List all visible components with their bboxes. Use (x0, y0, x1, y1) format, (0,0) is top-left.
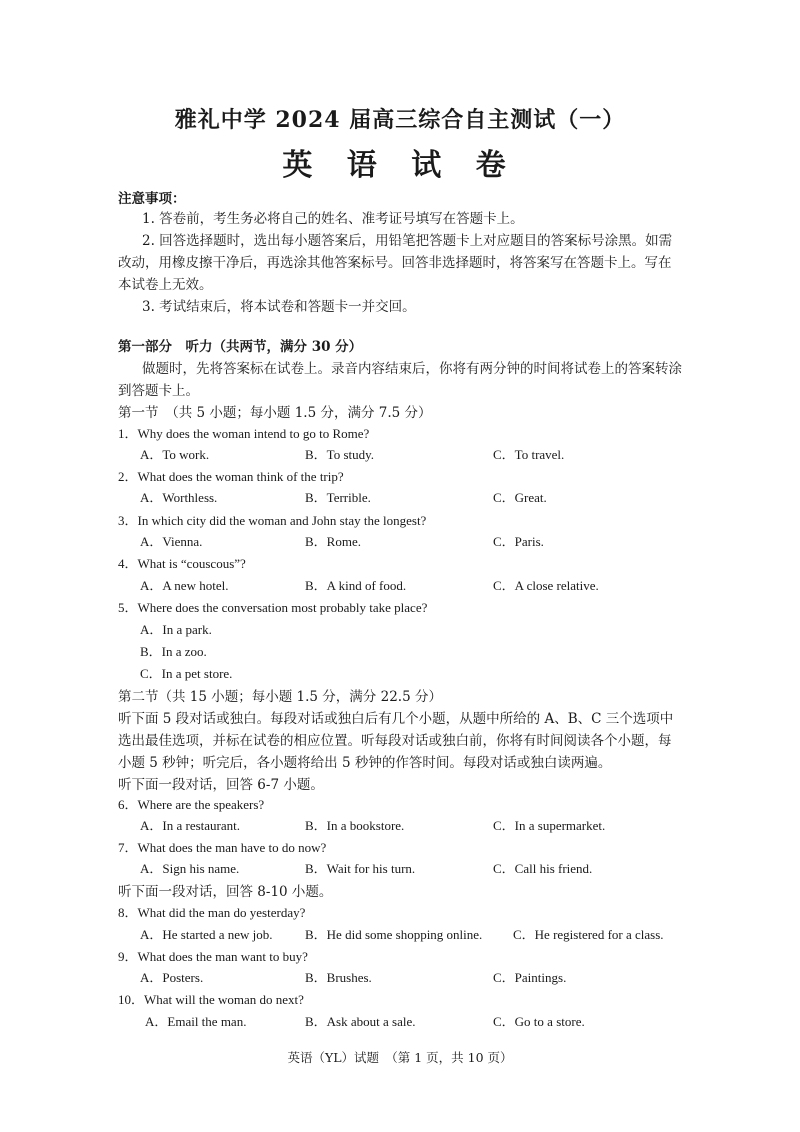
option-c: C．Go to a store. (493, 1014, 585, 1029)
option-c: C．Great. (493, 490, 547, 505)
notice-item: 2. 回答选择题时，选出每小题答案后，用铅笔把答题卡上对应题目的答案标号涂黑。如需改动，用橡皮擦干净后，再选涂其他答案标号。回答非选择题时，将答案写在答题卡上。写在本试卷上无效。 (118, 233, 673, 293)
part1-instruction: 做题时，先将答案标在试卷上。录音内容结束后，你将有两分钟的时间将试卷上的答案转涂到答题卡上。 (118, 361, 682, 399)
option-b: B．He did some shopping online. (305, 927, 483, 942)
option-b: B．Terrible. (305, 490, 371, 505)
option-a: A．Email the man. (145, 1014, 247, 1029)
question-1: 1．Why does the woman intend to go to Rome? (118, 426, 370, 441)
question-3: 3．In which city did the woman and John stay the longest? (118, 513, 427, 528)
option-a: A．A new hotel. (140, 578, 229, 593)
option-a: A．He started a new job. (140, 927, 273, 942)
option-c: C．A close relative. (493, 578, 599, 593)
option-b: B．Brushes. (305, 970, 372, 985)
option-b: B．A kind of food. (305, 578, 407, 593)
option-a: A．Sign his name. (140, 861, 240, 876)
question-2: 2．What does the woman think of the trip? (118, 469, 344, 484)
notice-item: 1. 答卷前，考生务必将自己的姓名、准考证号填写在答题卡上。 (142, 211, 524, 227)
page-footer: 英语（YL）试题 （第 1 页，共 10 页） (287, 1050, 513, 1065)
question-7: 7．What does the man have to do now? (118, 840, 327, 855)
option-b: B．Wait for his turn. (305, 861, 416, 876)
group-instruction: 听下面一段对话，回答 8-10 小题。 (118, 884, 333, 900)
option-a: A．In a restaurant. (140, 818, 240, 833)
option-c: C．Paris. (493, 534, 544, 549)
option-b: B．In a bookstore. (305, 818, 405, 833)
option-b: B．In a zoo. (140, 644, 207, 659)
option-b: B．To study. (305, 447, 375, 462)
option-b: B．Ask about a sale. (305, 1014, 416, 1029)
group-instruction: 听下面一段对话，回答 6-7 小题。 (118, 777, 324, 793)
section2-instruction: 听下面 5 段对话或独白。每段对话或独白后有几个小题，从题中所给的 A、B、C 三个选项中选出最佳选项，并标在试卷的相应位置。听每段对话或独白前，你将有时间阅读各个小题，每小题 5 秒钟；听完后，各小题将给出 5 秒钟的作答时间。每段对话或独白读两遍。 (118, 711, 674, 771)
question-4: 4．What is “couscous”? (118, 556, 246, 571)
option-a: A．Worthless. (140, 490, 218, 505)
option-c: C．In a pet store. (140, 666, 233, 681)
option-a: A．Vienna. (140, 534, 203, 549)
option-c: C．Call his friend. (493, 861, 593, 876)
exam-title: 雅礼中学 2024 届高三综合自主测试（一） (174, 107, 626, 133)
option-a: A．Posters. (140, 970, 204, 985)
option-a: A．In a park. (140, 622, 212, 637)
exam-subject-title: 英 语 试 卷 (282, 148, 518, 183)
question-10: 10．What will the woman do next? (118, 992, 304, 1007)
question-8: 8．What did the man do yesterday? (118, 905, 306, 920)
option-c: C．Paintings. (493, 970, 567, 985)
option-c: C．To travel. (493, 447, 565, 462)
option-a: A．To work. (140, 447, 210, 462)
part1-heading: 第一部分 听力（共两节，满分 30 分） (118, 339, 363, 355)
option-b: B．Rome. (305, 534, 361, 549)
question-9: 9．What does the man want to buy? (118, 949, 308, 964)
option-c: C．He registered for a class. (513, 927, 664, 942)
notice-heading: 注意事项： (118, 191, 186, 207)
section1-heading: 第一节 （共 5 小题；每小题 1.5 分，满分 7.5 分） (118, 405, 432, 421)
section2-heading: 第二节（共 15 小题；每小题 1.5 分，满分 22.5 分） (118, 689, 442, 705)
question-6: 6．Where are the speakers? (118, 797, 265, 812)
notice-item: 3. 考试结束后，将本试卷和答题卡一并交回。 (142, 299, 416, 315)
question-5: 5．Where does the conversation most probably take place? (118, 600, 428, 615)
option-c: C．In a supermarket. (493, 818, 606, 833)
